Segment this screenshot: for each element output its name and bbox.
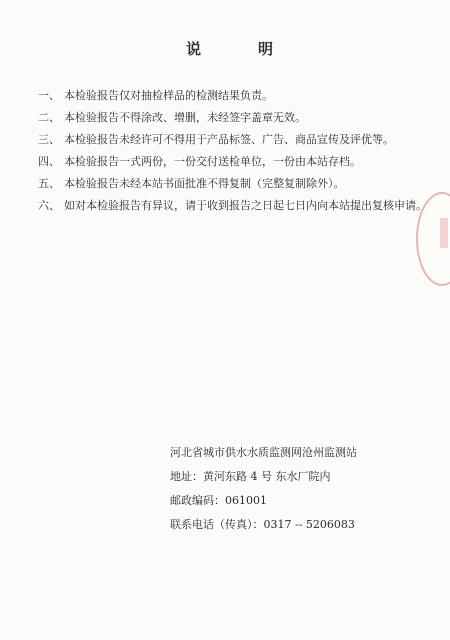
item-number: 一、 xyxy=(38,89,60,102)
contact-block xyxy=(170,441,430,537)
item-number: 六、 xyxy=(38,199,60,212)
item-text: 如对本检验报告有异议，请于收到报告之日起七日内向本站提出复核申请。 xyxy=(64,199,427,212)
list-item xyxy=(38,151,428,173)
item-number: 五、 xyxy=(38,177,60,190)
item-text: 本检验报告仅对抽检样品的检测结果负责。 xyxy=(64,89,273,102)
item-text: 本检验报告未经许可不得用于产品标签、广告、商品宣传及评优等。 xyxy=(64,133,394,146)
address-line: 地址：黄河东路 4 号 东水厂院内 xyxy=(170,470,331,483)
item-number: 四、 xyxy=(38,155,60,168)
list-item xyxy=(38,85,428,107)
item-number: 二、 xyxy=(38,111,60,124)
seal-ink-mark xyxy=(440,218,448,248)
phone-line: 联系电话（传真）：0317 -- 5206083 xyxy=(170,518,355,531)
title-char-1: 说 xyxy=(186,40,203,58)
list-item xyxy=(38,195,428,217)
list-item xyxy=(38,129,428,151)
item-number: 三、 xyxy=(38,133,60,146)
notes-list xyxy=(38,85,428,217)
item-text: 本检验报告未经本站书面批准不得复制（完整复制除外）。 xyxy=(64,177,345,190)
item-text: 本检验报告不得涂改、增删，未经签字盖章无效。 xyxy=(64,111,306,124)
organization-name: 河北省城市供水水质监测网沧州监测站 xyxy=(170,446,357,459)
postcode-line: 邮政编码：061001 xyxy=(170,494,267,507)
list-item xyxy=(38,173,428,195)
list-item xyxy=(38,107,428,129)
item-text: 本检验报告一式两份，一份交付送检单位，一份由本站存档。 xyxy=(64,155,361,168)
title-char-2: 明 xyxy=(258,40,275,58)
